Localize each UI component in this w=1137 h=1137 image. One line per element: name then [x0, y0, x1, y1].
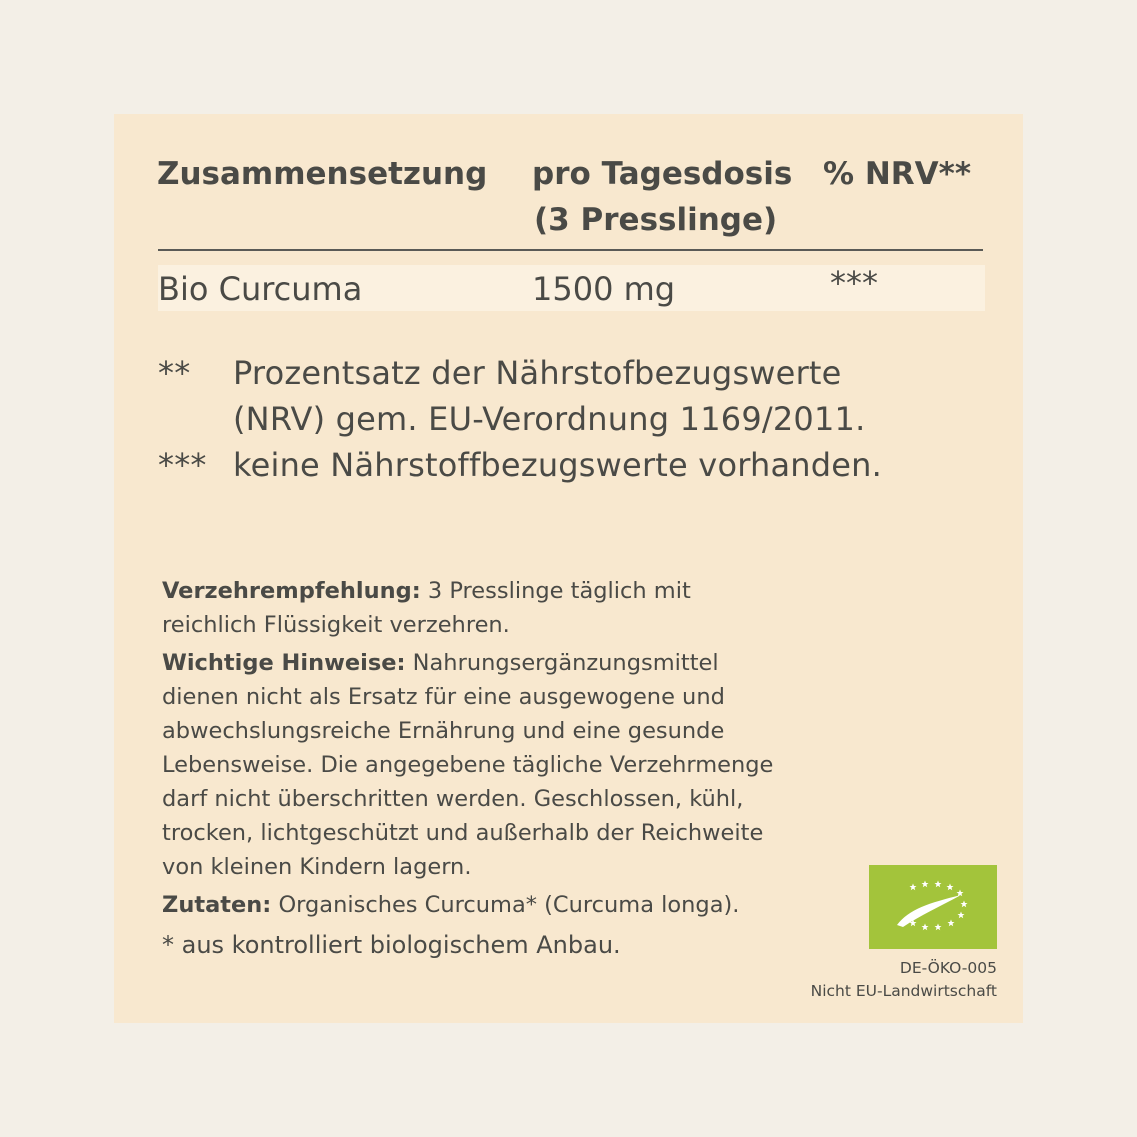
notes-text: Nahrungsergänzungsmittel dienen nicht als Ersatz für eine ausgewogene und abwechslungsreiche Ernährung und eine gesunde Lebensweise. Die angegebene tägliche Verzehrmenge darf nicht überschritten werden. Geschlossen, kühl, trocken, lichtgeschützt und außerhalb der Reichweite von kleinen Kindern lagern. [162, 650, 774, 880]
product-info-block [162, 574, 782, 966]
notes-label: Wichtige Hinweise: [162, 650, 406, 676]
usage-label: Verzehrempfehlung: [162, 578, 421, 604]
footnote-marker-nrv: ** [158, 354, 191, 392]
nutrition-label-card [114, 114, 1023, 1023]
ingredients-label: Zutaten: [162, 892, 272, 918]
certification-origin: Nicht EU-Landwirtschaft [810, 982, 997, 1000]
eu-organic-leaf-icon [869, 865, 997, 949]
header-per-dose: pro Tagesdosis [532, 156, 793, 192]
footnote-nrv-line2: (NRV) gem. EU-Verordnung 1169/2011. [233, 400, 866, 438]
footnote-nrv-line1: Prozentsatz der Nährstofbezugswerte [233, 354, 842, 392]
ingredients-text: Organisches Curcuma* (Curcuma longa). [271, 892, 740, 918]
ingredients-paragraph [162, 888, 782, 922]
header-composition: Zusammensetzung [157, 156, 488, 192]
notes-paragraph [162, 646, 782, 884]
footnote-none-line1: keine Nährstoffbezugswerte vorhanden. [233, 446, 883, 484]
footnote-marker-none: *** [158, 446, 207, 484]
row-ingredient-nrv: *** [830, 264, 878, 302]
row-ingredient-amount: 1500 mg [532, 270, 676, 308]
certification-code: DE-ÖKO-005 [899, 959, 997, 977]
header-divider [158, 249, 983, 251]
usage-paragraph [162, 574, 782, 642]
row-ingredient-name: Bio Curcuma [158, 270, 363, 308]
organic-note: * aus kontrolliert biologischem Anbau. [162, 931, 621, 959]
header-per-dose-count: (3 Presslinge) [534, 202, 778, 238]
header-nrv: % NRV** [823, 156, 972, 192]
usage-text: 3 Presslinge täglich mit reichlich Flüssigkeit verzehren. [162, 578, 691, 638]
